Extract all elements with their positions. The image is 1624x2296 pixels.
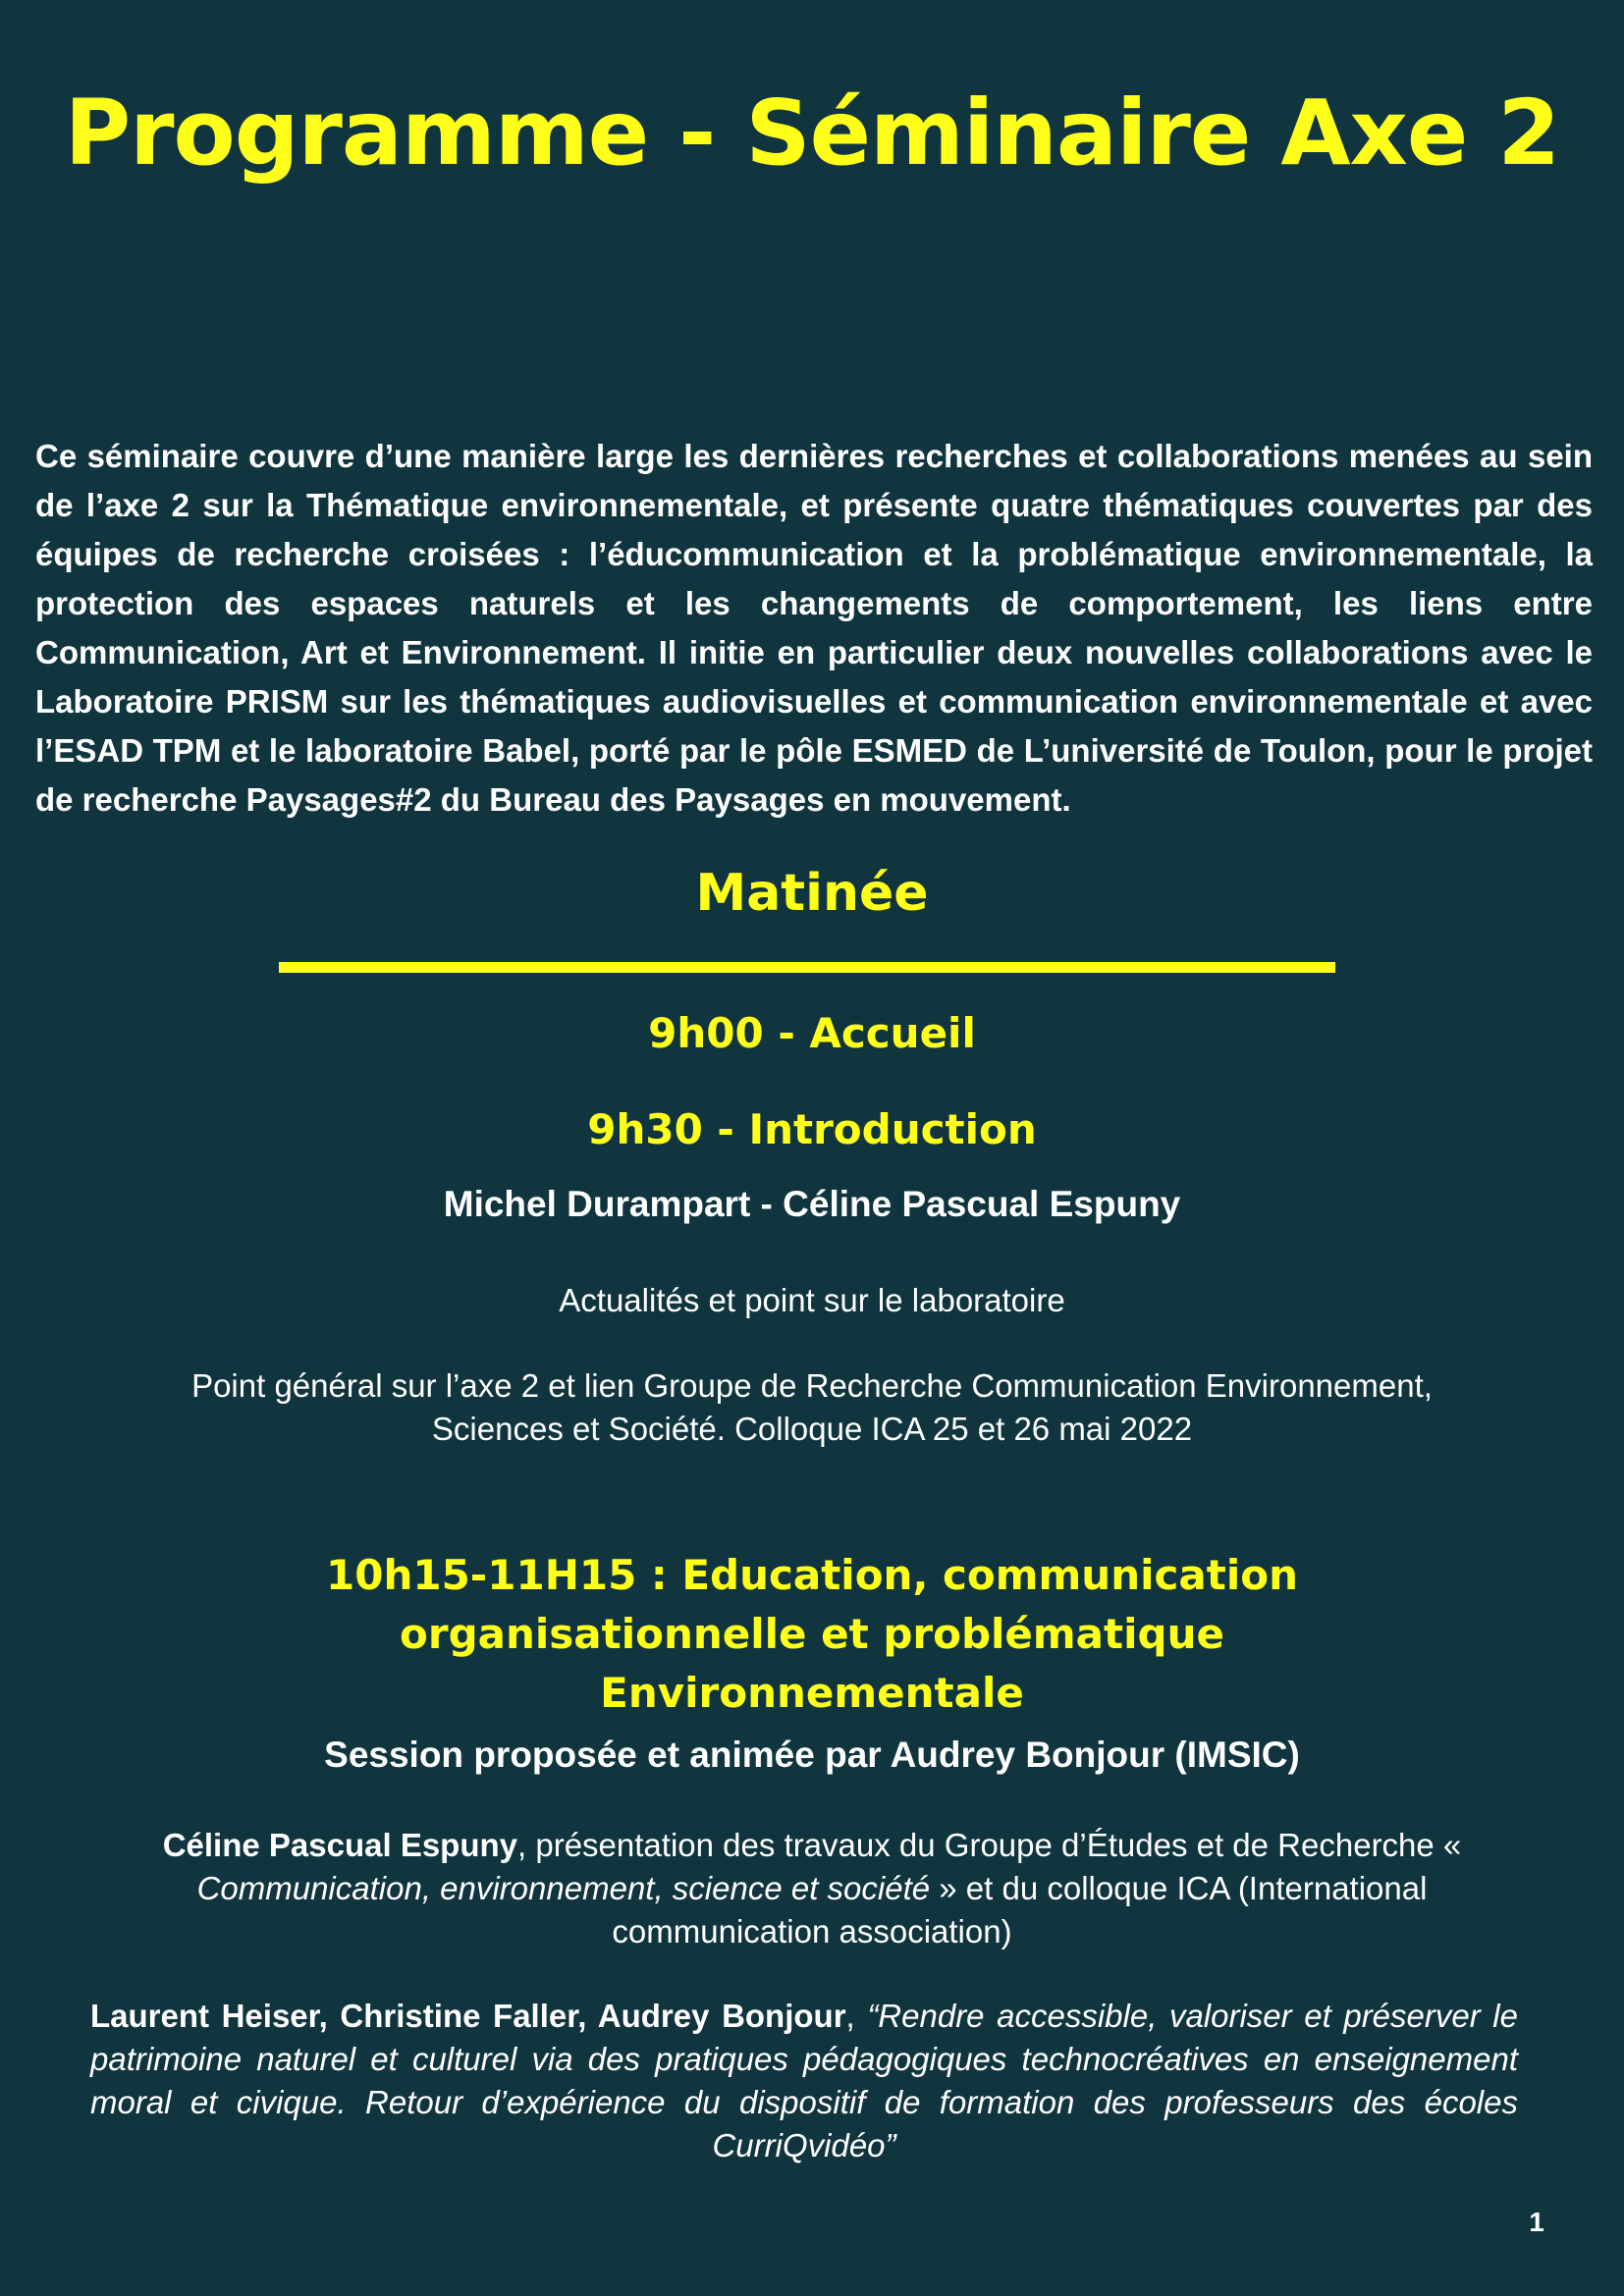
talk-speakers: Laurent Heiser, Christine Faller, Audrey Bonjour xyxy=(90,1998,846,2034)
section-divider xyxy=(279,962,1335,973)
time-accueil: 9h00 - Accueil xyxy=(648,1009,976,1057)
session-title-education: 10h15-11H15 : Education, communication organisationnelle et problématique Environnementale xyxy=(326,1551,1298,1717)
intro-paragraph: Ce séminaire couvre d’une manière large les dernières recherches et collaborations menées au sein de l’axe 2 sur la Thématique environnementale, et présente quatre thématiques couvertes par des équipes de recherche croisées : l’éducommunication et la problématique environnementale, la protection des espaces naturels et les changements de comportement, les liens entre Communication, Art et Environnement. Il initie en particulier deux nouvelles collaborations avec le Laboratoire PRISM sur les thématiques audiovisuelles et communication environnementale et avec l’ESAD TPM et le laboratoire Babel, porté par le pôle ESMED de L’université de Toulon, pour le projet de recherche Paysages#2 du Bureau des Paysages en mouvement. xyxy=(35,438,1593,818)
talk-pascual-espuny xyxy=(157,1824,1467,1953)
page-title: Programme - Séminaire Axe 2 xyxy=(64,80,1560,186)
talk-text: , présentation des travaux du Groupe d’Études et de Recherche « xyxy=(517,1827,1462,1863)
talk-separator: , xyxy=(845,1998,868,2034)
talk-italic-title: Communication, environnement, science et société xyxy=(196,1870,931,1906)
intro-speakers: Michel Durampart - Céline Pascual Espuny xyxy=(443,1184,1181,1224)
section-title-matinee: Matinée xyxy=(695,864,929,923)
session-animator: Session proposée et animée par Audrey Bonjour (IMSIC) xyxy=(324,1735,1300,1775)
intro-item-lab-news: Actualités et point sur le laboratoire xyxy=(559,1282,1065,1318)
page-number: 1 xyxy=(1529,2207,1544,2237)
talk-heiser-faller-bonjour xyxy=(90,1995,1518,2167)
time-introduction: 9h30 - Introduction xyxy=(587,1105,1037,1153)
talk-speaker: Céline Pascual Espuny xyxy=(162,1827,518,1863)
intro-item-axe2: Point général sur l’axe 2 et lien Groupe de Recherche Communication Environnement, Sciences et Société. Colloque ICA 25 et 26 mai 2022 xyxy=(191,1367,1433,1447)
talk-text-end: » et du colloque ICA (International communication association) xyxy=(612,1870,1428,1949)
talk-title: “Rendre accessible, valoriser et préserver le patrimoine naturel et culturel via des pratiques pédagogiques technocréatives en enseignement moral et civique. Retour d’expérience du dispositif de formation des professeurs des écoles CurriQvidéo” xyxy=(90,1998,1518,2163)
